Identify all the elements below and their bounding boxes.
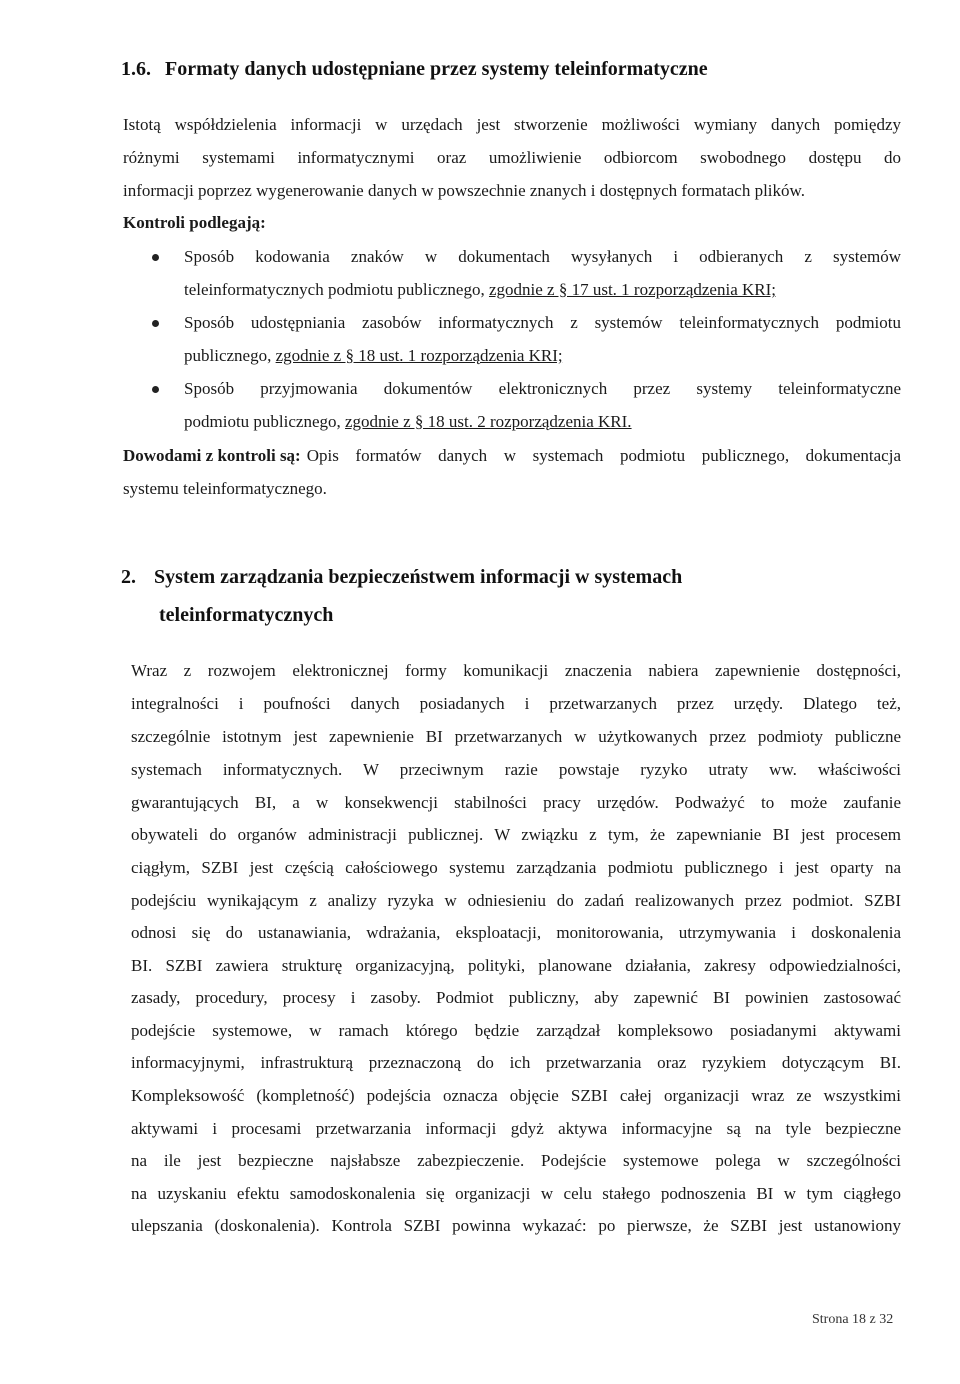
body-line: informacyjnymi, infrastrukturą przeznaczoną do ich przetwarzania oraz ryzykiem dotyczącym BI.: [131, 1053, 901, 1072]
bullet-2-line-2: publicznego, zgodnie z § 18 ust. 1 rozporządzenia KRI;: [184, 346, 563, 365]
body-line: podejście systemowe, w ramach którego będzie zarządzał kompleksowo posiadanymi aktywami: [131, 1021, 901, 1040]
body-line: aktywami i procesami przetwarzania informacji gdyż aktywa informacyjne są na tyle bezpieczne: [131, 1119, 901, 1138]
body-line: gwarantujących BI, a w konsekwencji stabilności pracy urzędów. Podważyć to może zaufanie: [131, 793, 901, 812]
body-line: Wraz z rozwojem elektronicznej formy komunikacji znaczenia nabiera zapewnienie dostępności,: [131, 661, 901, 680]
body-line: zasady, procedury, procesy i zasoby. Podmiot publiczny, aby zapewnić BI powinien zastosować: [131, 988, 901, 1007]
bullet-dot: [152, 386, 159, 393]
bullet-dot: [152, 320, 159, 327]
section-title: Formaty danych udostępniane przez systemy teleinformatyczne: [165, 58, 708, 80]
dowody-line-2: systemu teleinformatycznego.: [123, 479, 327, 498]
body-line: integralności i poufności danych posiadanych i przetwarzanych przez urzędy. Dlatego też,: [131, 694, 901, 713]
intro-line-3: informacji poprzez wygenerowanie danych w powszechnie znanych i dostępnych formatach plików.: [123, 181, 805, 200]
body-line: Kompleksowość (kompletność) podejścia oznacza objęcie SZBI całej organizacji wraz ze wszystkimi: [131, 1086, 901, 1105]
body-line: na ile jest bezpieczne najsłabsze zabezpieczenie. Podejście systemowe polega w szczególności: [131, 1151, 901, 1170]
legal-reference-link[interactable]: zgodnie z § 18 ust. 1 rozporządzenia KRI;: [275, 346, 563, 365]
section-heading-2: [121, 566, 682, 589]
page-number: Strona 18 z 32: [812, 1312, 894, 1327]
body-line: na uzyskaniu efektu samodoskonalenia się organizacji w celu stałego podnoszenia BI w tym ciągłego: [131, 1184, 901, 1203]
body-line: obywateli do organów administracji publicznej. W związku z tym, że zapewnianie BI jest procesem: [131, 825, 901, 844]
bullet-3-line-2: podmiotu publicznego, zgodnie z § 18 ust. 2 rozporządzenia KRI.: [184, 412, 632, 431]
bullet-1-line-2: teleinformatycznych podmiotu publicznego, zgodnie z § 17 ust. 1 rozporządzenia KRI;: [184, 280, 776, 299]
bullet-1-line-1: Sposób kodowania znaków w dokumentach wysyłanych i odbieranych z systemów: [184, 247, 901, 266]
intro-line-1: Istotą współdzielenia informacji w urzędach jest stworzenie możliwości wymiany danych pomiędzy: [123, 115, 901, 134]
intro-line-2: różnymi systemami informatycznymi oraz umożliwienie odbiorcom swobodnego dostępu do: [123, 148, 901, 167]
dowody-label: Dowodami z kontroli są:: [123, 446, 301, 465]
body-line: szczególnie istotnym jest zapewnienie BI przetwarzanych w użytkowanych przez podmioty publiczne: [131, 727, 901, 746]
legal-reference-link[interactable]: zgodnie z § 17 ust. 1 rozporządzenia KRI;: [488, 280, 776, 299]
section-number: 1.6.: [121, 58, 151, 80]
kontroli-label: Kontroli podlegają:: [123, 213, 266, 232]
body-line: ciągłym, SZBI jest częścią całościowego systemu zarządzania podmiotu publicznego i jest oparty na: [131, 858, 901, 877]
section-heading-2-line-2: teleinformatycznych: [159, 604, 334, 626]
legal-reference-link[interactable]: zgodnie z § 18 ust. 2 rozporządzenia KRI.: [345, 412, 632, 431]
section-title: System zarządzania bezpieczeństwem informacji w systemach: [154, 566, 683, 588]
bullet-3-line-1: Sposób przyjmowania dokumentów elektronicznych przez systemy teleinformatyczne: [184, 379, 901, 398]
section-heading-1-6: [121, 58, 708, 81]
dowody-line-1: Dowodami z kontroli są: Opis formatów danych w systemach podmiotu publicznego, dokumentacja: [123, 446, 901, 465]
body-line: BI. SZBI zawiera strukturę organizacyjną, polityki, planowane działania, zakresy odpowiedzialności,: [131, 956, 901, 975]
body-line: ulepszania (doskonalenia). Kontrola SZBI powinna wykazać: po pierwsze, że SZBI jest ustanowiony: [131, 1216, 901, 1235]
bullet-dot: [152, 254, 159, 261]
body-line: systemach informatycznych. W przeciwnym razie powstaje ryzyko utraty ww. właściwości: [131, 760, 901, 779]
bullet-2-line-1: Sposób udostępniania zasobów informatycznych z systemów teleinformatycznych podmiotu: [184, 313, 901, 332]
body-line: odnosi się do ustanawiania, wdrażania, eksploatacji, monitorowania, utrzymywania i doskonalenia: [131, 923, 901, 942]
section-number: 2.: [121, 566, 136, 588]
body-line: podejściu wynikającym z analizy ryzyka w odniesieniu do zadań realizowanych przez podmiot. SZBI: [131, 891, 901, 910]
